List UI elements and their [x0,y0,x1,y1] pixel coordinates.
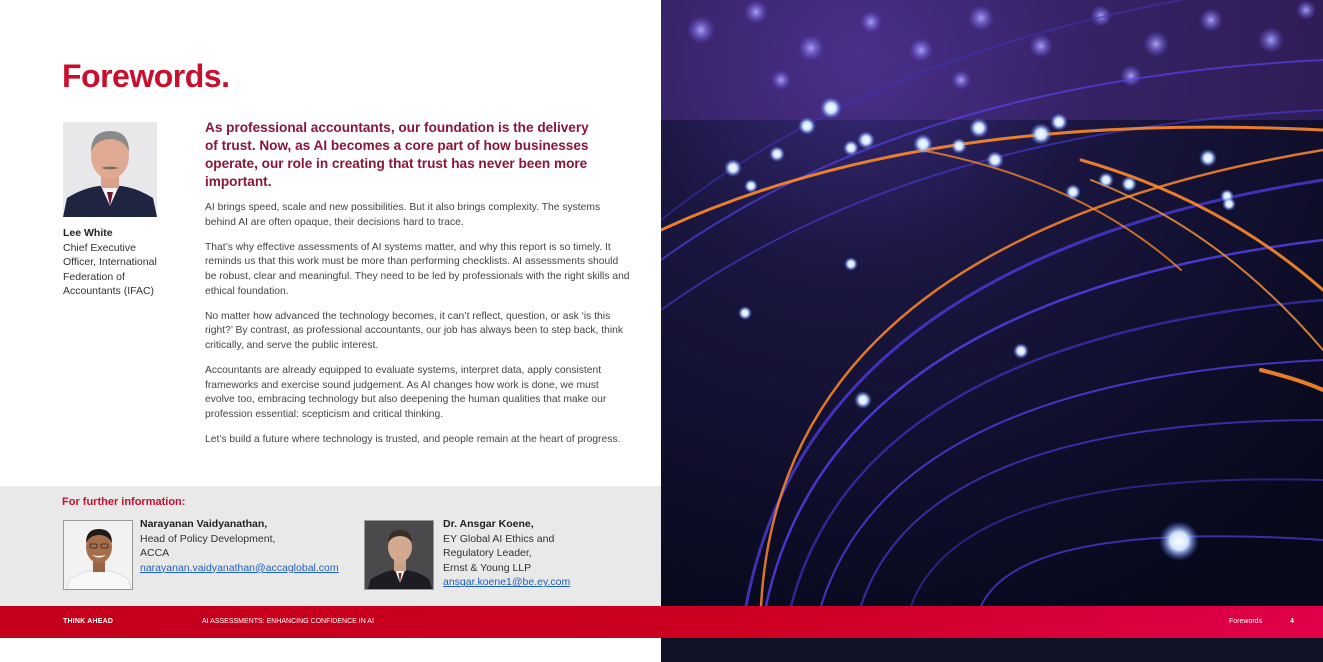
contact-title: Regulatory Leader, [443,547,532,560]
contact-photo-ansgar [364,520,434,590]
author-name: Lee White [63,227,113,239]
contact-name: Narayanan Vaidyanathan, [140,518,268,530]
contact-organization: ACCA [140,547,170,560]
contact-email-link[interactable]: narayanan.vaidyanathan@accaglobal.com [140,561,339,574]
author-role: Chief Executive Officer, International Federation of Accountants (IFAC) [63,242,157,297]
paragraph: AI brings speed, scale and new possibilities. But it also brings complexity. The systems behind AI are often opaque, their decisions hard to trace. [205,202,601,228]
footer-brand: THINK AHEAD [63,618,114,625]
contact-email-link[interactable]: ansgar.koene1@be.ey.com [443,576,571,589]
contact-organization: Ernst & Young LLP [443,561,532,574]
foreword-body [205,201,631,458]
info-heading: For further information: [62,496,186,508]
contact-title: Head of Policy Development, [140,532,276,545]
contact-photo-narayanan [63,520,133,590]
page-title: Forewords. [62,58,230,94]
author-portrait [63,122,157,217]
contact-name: Dr. Ansgar Koene, [443,518,534,530]
contact-ansgar [443,517,570,590]
lead-statement: As professional accountants, our foundation is the delivery of trust. Now, as AI becomes a core part of how businesses operate, our role in creating that trust has never been more important. [205,120,589,189]
paragraph: Accountants are already equipped to evaluate systems, interpret data, apply consistent frameworks and exercise sound judgement. As AI changes how work is done, we must evolve too, embracing technology but also deepening the human qualities that make our profession essential: scepticism and critical thinking. [205,365,607,420]
contact-narayanan [140,517,339,575]
footer-page-number: 4 [1290,618,1294,625]
paragraph: No matter how advanced the technology becomes, it can’t reflect, question, or ask ‘is this right?’ By contrast, as professional accountants, our job has always been to step back, think critically, and serve the public interest. [205,310,624,351]
footer-section-name: Forewords [1229,618,1263,625]
paragraph: That’s why effective assessments of AI systems matter, and why this report is so timely. It reminds us that this work must be more than performing checklists. AI assessments should be robust, clear and meaningful. They need to be led by professionals with the right skills and ethical foundation. [205,241,630,297]
contact-title: EY Global AI Ethics and [443,532,555,545]
fiber-optic-image [661,0,1323,606]
further-information-box [0,486,661,606]
page-footer [0,606,1323,638]
paragraph: Let’s build a future where technology is trusted, and people remain at the heart of progress. [205,434,621,446]
footer-document-title: AI ASSESSMENTS: ENHANCING CONFIDENCE IN AI [202,618,374,625]
right-page-bottom-edge [661,638,1323,662]
